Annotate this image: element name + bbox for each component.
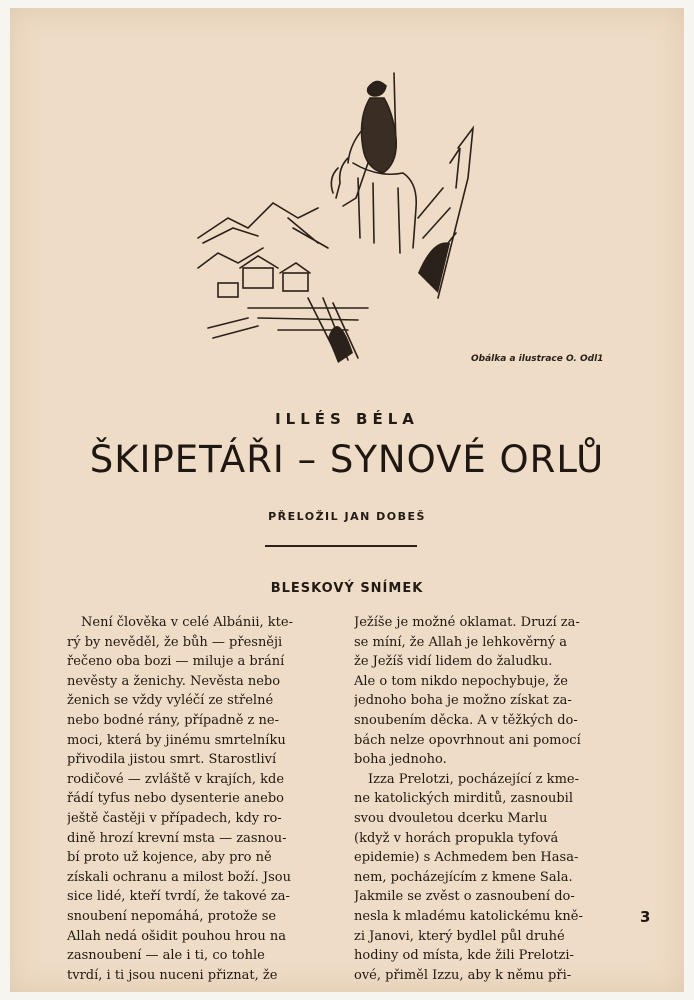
text-line: ne katolických mirditů, zasnoubil <box>354 791 574 807</box>
text-line: epidemie) s Achmedem ben Hasa- <box>354 850 579 866</box>
divider-rule <box>265 545 417 547</box>
text-line: získali ochranu a milost boží. Jsou <box>67 869 291 885</box>
author-name: ILLÉS BÉLA <box>275 410 419 428</box>
text-line: svou dvouletou dcerku Marlu <box>354 810 548 826</box>
text-line: Izza Prelotzi, pocházející z kme- <box>368 771 579 787</box>
text-line: nem, pocházejícím z kmene Sala. <box>354 869 573 885</box>
text-line: se míní, že Allah je lehkověrný a <box>354 634 568 650</box>
text-line: Ale o tom nikdo nepochybuje, že <box>354 673 568 689</box>
text-line: jednoho boha je možno získat za- <box>354 693 572 709</box>
text-line: zasnoubení — ale i ti, co tohle <box>67 948 265 964</box>
text-line: že Ježíš vidí lidem do žaludku. <box>354 654 553 670</box>
text-line: bách nelze opovrhnout ani pomocí <box>354 732 581 748</box>
page-number: 3 <box>640 908 651 926</box>
text-line: ještě častěji v případech, kdy ro- <box>67 810 282 826</box>
text-line: snoubení nepomáhá, protože se <box>67 908 277 924</box>
text-line: rý by nevěděl, že bůh — přesněji <box>67 634 283 650</box>
translator-credit: PŘELOŽIL JAN DOBEŠ <box>268 510 426 523</box>
text-line: řečeno oba bozi — miluje a brání <box>67 654 285 670</box>
text-line: nebo bodné rány, případně z ne- <box>67 712 279 728</box>
illustration-caption: Obálka a ilustrace O. Odl1 <box>471 354 604 364</box>
text-line: Allah nedá ošidit pouhou hrou na <box>67 928 286 944</box>
text-line: moci, která by jinému smrtelníku <box>67 732 286 748</box>
text-line: přivodila jistou smrt. Starostliví <box>67 752 277 768</box>
book-page <box>10 8 684 992</box>
text-column-right <box>354 613 630 985</box>
text-line: ženich se vždy vyléčí ze střelné <box>67 693 274 709</box>
text-line: Jakmile se zvěst o zasnoubení do- <box>354 889 575 905</box>
text-line: hodiny od místa, kde žili Prelotzi- <box>354 948 574 964</box>
text-line: (když v horách propukla tyfová <box>354 830 559 846</box>
rider-on-horse-illustration <box>188 68 488 368</box>
text-line: Není člověka v celé Albánii, kte- <box>81 615 293 630</box>
text-line: nesla k mladému katolickému kně- <box>354 908 583 924</box>
text-line: zi Janovi, který bydlel půl druhé <box>354 928 565 944</box>
text-line: sice lidé, kteří tvrdí, že takové za- <box>67 889 290 905</box>
text-line: boha jednoho. <box>354 752 447 768</box>
book-title: ŠKIPETÁŘI – SYNOVÉ ORLŮ <box>89 438 605 481</box>
text-line: rodičové — zvláště v krajích, kde <box>67 771 285 787</box>
text-line: bí proto už kojence, aby pro ně <box>67 850 272 866</box>
text-line: Ježíše je možné oklamat. Druzí za- <box>354 615 580 630</box>
chapter-heading: BLESKOVÝ SNÍMEK <box>270 581 424 596</box>
text-line: řádí tyfus nebo dysenterie anebo <box>67 791 284 807</box>
text-column-left <box>67 613 342 985</box>
text-line: ové, přiměl Izzu, aby k němu při- <box>354 967 572 983</box>
text-line: dině hrozí krevní msta — zasnou- <box>67 830 287 846</box>
text-line: tvrdí, i ti jsou nuceni přiznat, že <box>67 967 278 983</box>
text-line: snoubením děcka. A v těžkých do- <box>354 712 578 728</box>
text-line: nevěsty a ženichy. Nevěsta nebo <box>67 673 281 689</box>
